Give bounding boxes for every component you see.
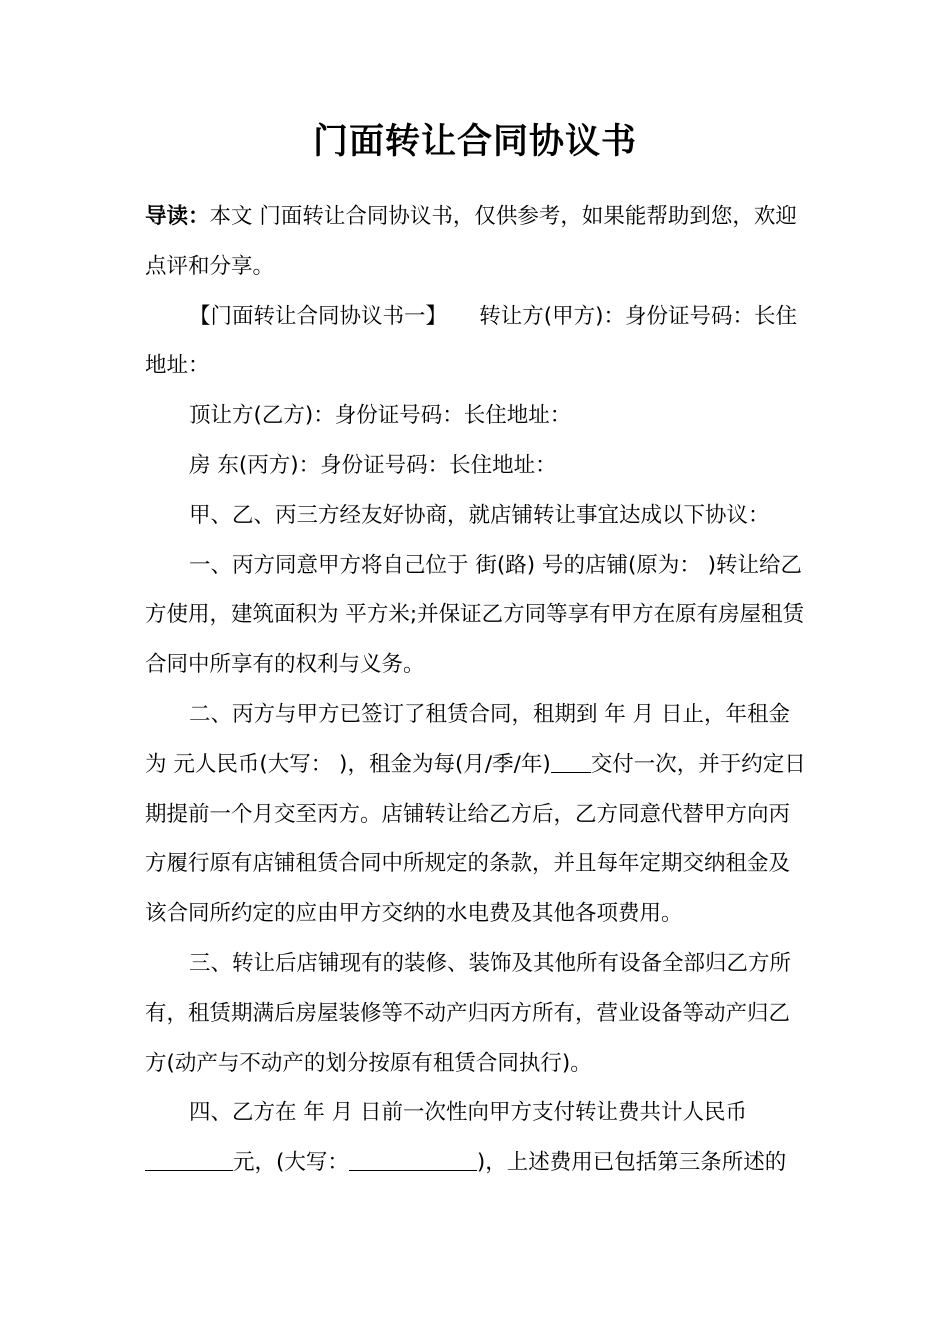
blank-line	[551, 750, 591, 773]
paragraph-parties-transferee: 顶让方(乙方)：身份证号码：长住地址：	[189, 403, 572, 429]
clause-4	[145, 1088, 810, 1188]
clause-2-part2: 交付一次，并于约定日期提前一个月交至丙方。店铺转让给乙方后，乙方同意代替甲方向丙方履行原有店铺租赁合同中所规定的条款，并且每年定期交纳租金及该合同所约定的应由甲方交纳的水电费及其他各项费用。	[145, 751, 806, 927]
clause-1: 一、丙方同意甲方将自己位于 街(路) 号的店铺(原为： )转让给乙方使用，建筑面积为 平方米;并保证乙方同等享有甲方在原有房屋租赁合同中所享有的权利与义务。	[145, 552, 805, 678]
paragraph-parties-landlord: 房 东(丙方)：身份证号码：长住地址：	[189, 452, 557, 478]
clause-2	[145, 690, 810, 939]
document-title: 门面转让合同协议书	[312, 122, 637, 162]
blank-line	[349, 1149, 477, 1172]
clause-4-part3: )，上述费用已包括第三条所述的	[476, 1150, 787, 1176]
paragraph-agreement-intro: 甲、乙、丙三方经友好协商，就店铺转让事宜达成以下协议：	[189, 502, 770, 528]
clause-4-part1: 四、乙方在 年 月 日前一次性向甲方支付转让费共计人民币	[189, 1100, 748, 1126]
lead-label: 导读：	[145, 204, 210, 229]
clause-3: 三、转让后店铺现有的装修、装饰及其他所有设备全部归乙方所有，租赁期满后房屋装修等不动产归丙方所有，营业设备等动产归乙方(动产与不动产的划分按原有租赁合同执行)。	[145, 950, 792, 1076]
document-body	[145, 192, 810, 1188]
clause-2-part1: 二、丙方与甲方已签订了租赁合同，租期到 年 月 日止，年租金为 元人民币(大写： )，租金为每(月/季/年)	[145, 701, 791, 777]
lead-paragraph	[145, 192, 810, 292]
lead-text: 本文 门面转让合同协议书，仅供参考，如果能帮助到您，欢迎点评和分享。	[145, 204, 797, 279]
paragraph-parties-transferor: 【门面转让合同协议书一】 转让方(甲方)：身份证号码：长住地址：	[145, 303, 798, 379]
clause-4-part2: 元，(大写：	[233, 1150, 349, 1176]
blank-line	[145, 1149, 233, 1172]
